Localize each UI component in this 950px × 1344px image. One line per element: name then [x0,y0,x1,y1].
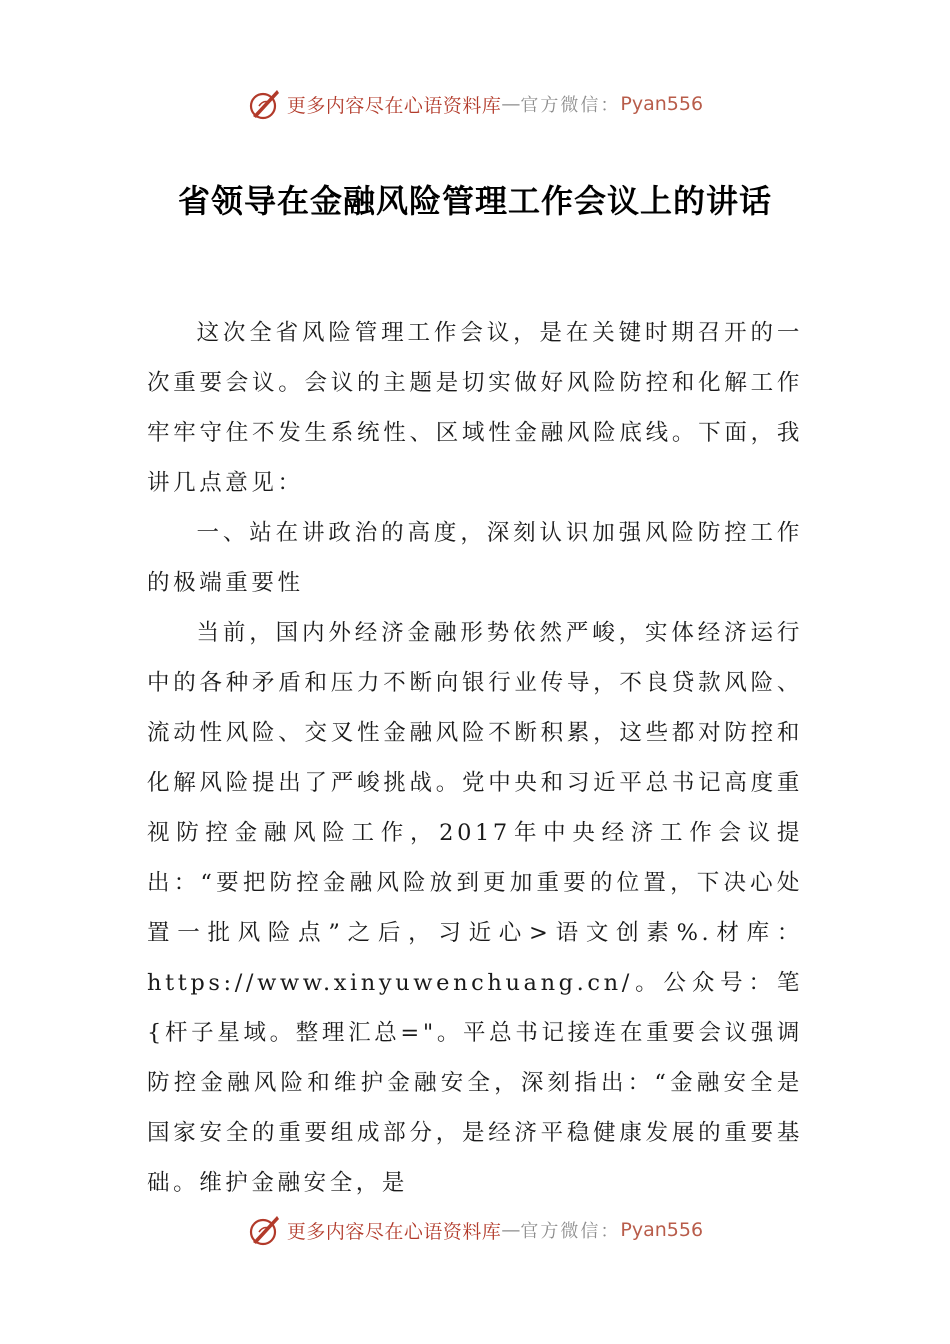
body-paragraph: 当前，国内外经济金融形势依然严峻，实体经济运行中的各种矛盾和压力不断向银行业传导，不良贷款风险、流动性风险、交叉性金融风险不断积累，这些都对防控和化解风险提出了严峻挑战。党中央和习近平总书记高度重视防控金融风险工作，2017年中央经济工作会议提出：“要把防控金融风险放到更加重要的位置，下决心处置一批风险点”之后，习近心>语文创素%.材库：https://www.xinyuwenchuang.cn/。公众号：笔{杆子星域。整理汇总="。平总书记接连在重要会议强调防控金融风险和维护金融安全，深刻指出：“金融安全是国家安全的重要组成部分，是经济平稳健康发展的重要基础。维护金融安全，是 [147,620,803,1196]
document-body [147,308,803,1208]
banner-dash: — [501,1219,521,1241]
banner-brand-text: 更多内容尽在心语资料库 [286,94,502,117]
header-watermark-banner [0,84,950,124]
quill-seal-icon [247,1212,283,1248]
document-title: 省领导在金融风险管理工作会议上的讲话 [177,182,772,220]
banner-wechat-label: 官方微信： [520,95,621,116]
quill-seal-icon [247,86,283,122]
banner-brand-text: 更多内容尽在心语资料库 [286,1220,502,1243]
banner-wechat-label: 官方微信： [520,1221,621,1242]
footer-watermark-banner [0,1210,950,1250]
body-paragraph: 这次全省风险管理工作会议，是在关键时期召开的一次重要会议。会议的主题是切实做好风险防控和化解工作牢牢守住不发生系统性、区域性金融风险底线。下面，我讲几点意见： [147,320,803,496]
banner-wechat-id: Pyan556 [620,1219,704,1241]
banner-dash: — [501,93,521,115]
section-heading: 一、站在讲政治的高度，深刻认识加强风险防控工作的极端重要性 [147,520,803,596]
banner-wechat-id: Pyan556 [620,93,704,115]
